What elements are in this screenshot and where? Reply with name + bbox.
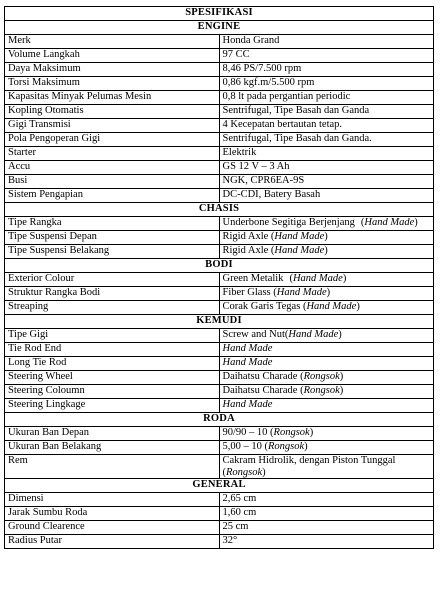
value-text: Daihatsu Charade: [222, 385, 298, 396]
spec-key: Tipe Suspensi Belakang: [5, 245, 220, 259]
spec-key: Ground Clearence: [5, 521, 220, 535]
value-text: Daihatsu Charade: [222, 371, 298, 382]
value-note: Hand Made: [292, 273, 343, 284]
spec-key: Steering Coloumn: [5, 385, 220, 399]
spec-value: 1,60 cm: [219, 507, 434, 521]
spec-key: Kapasitas Minyak Pelumas Mesin: [5, 91, 220, 105]
spec-value: Honda Grand: [219, 35, 434, 49]
spec-key: Ukuran Ban Depan: [5, 427, 220, 441]
spec-value: Sentrifugal, Tipe Basah dan Ganda.: [219, 133, 434, 147]
spec-value: 2,65 cm: [219, 493, 434, 507]
table-row: [5, 105, 434, 119]
spec-key: Struktur Rangka Bodi: [5, 287, 220, 301]
spec-value: 25 cm: [219, 521, 434, 535]
value-text: Screw and Nut: [222, 329, 285, 340]
value-text: Rigid Axle: [222, 231, 269, 242]
spec-key: Ukuran Ban Belakang: [5, 441, 220, 455]
table-row: [5, 441, 434, 455]
table-row: [5, 357, 434, 371]
spec-value: Daihatsu Charade (Rongsok): [219, 385, 434, 399]
value-note: Hand Made: [276, 287, 327, 298]
spec-key: Sistem Pengapian: [5, 189, 220, 203]
table-row: [5, 91, 434, 105]
spec-value: NGK, CPR6EA-9S: [219, 175, 434, 189]
table-row: [5, 175, 434, 189]
spec-value: GS 12 V – 3 Ah: [219, 161, 434, 175]
value-note: Rongsok: [268, 441, 305, 452]
table-row: [5, 343, 434, 357]
table-row: [5, 385, 434, 399]
spec-key: Torsi Maksimum: [5, 77, 220, 91]
spec-sheet: [4, 6, 434, 549]
spec-key: Gigi Transmisi: [5, 119, 220, 133]
spec-key: Daya Maksimum: [5, 63, 220, 77]
spec-value: 5,00 – 10 (Rongsok): [219, 441, 434, 455]
value-note: Rongsok: [303, 371, 340, 382]
spec-value: 0,8 lt pada pergantian periodic: [219, 91, 434, 105]
value-note: Hand Made: [222, 399, 273, 410]
spec-key: Accu: [5, 161, 220, 175]
spec-key: Pola Pengoperan Gigi: [5, 133, 220, 147]
section-header-chasis: [5, 203, 434, 217]
value-text: 5,00 – 10: [222, 441, 262, 452]
spec-value: 4 Kecepatan bertautan tetap.: [219, 119, 434, 133]
spec-key: Starter: [5, 147, 220, 161]
table-row: [5, 521, 434, 535]
spec-value: Cakram Hidrolik, dengan Piston Tunggal (Rongsok): [219, 455, 434, 479]
spec-value: Rigid Axle (Hand Made): [219, 231, 434, 245]
value-note: Hand Made: [274, 245, 325, 256]
table-row: [5, 119, 434, 133]
spec-key: Exterior Colour: [5, 273, 220, 287]
spec-value: Sentrifugal, Tipe Basah dan Ganda: [219, 105, 434, 119]
spec-key: Tipe Rangka: [5, 217, 220, 231]
spec-value: Screw and Nut(Hand Made): [219, 329, 434, 343]
spec-value: Corak Garis Tegas (Hand Made): [219, 301, 434, 315]
table-row: [5, 63, 434, 77]
spec-key: Tie Rod End: [5, 343, 220, 357]
spec-value: Rigid Axle (Hand Made): [219, 245, 434, 259]
value-text: Fiber Glass: [222, 287, 271, 298]
table-title-row: [5, 7, 434, 21]
spec-value: 32°: [219, 535, 434, 549]
value-text: Green Metalik: [222, 273, 284, 284]
value-text: Rigid Axle: [222, 245, 269, 256]
table-title: SPESIFIKASI: [5, 7, 434, 21]
spec-value: [219, 399, 434, 413]
table-row: [5, 301, 434, 315]
spec-key: Merk: [5, 35, 220, 49]
spec-key: Rem: [5, 455, 220, 479]
section-title: RODA: [5, 413, 434, 427]
spec-value: Fiber Glass (Hand Made): [219, 287, 434, 301]
section-header-roda: [5, 413, 434, 427]
spec-key: Busi: [5, 175, 220, 189]
table-row: [5, 161, 434, 175]
spec-key: Kopling Otomatis: [5, 105, 220, 119]
table-row: [5, 507, 434, 521]
spec-key: Tipe Gigi: [5, 329, 220, 343]
spec-value: [219, 343, 434, 357]
table-row: [5, 399, 434, 413]
section-header-engine: [5, 21, 434, 35]
spec-key: Steering Lingkage: [5, 399, 220, 413]
spec-value: 0,86 kgf.m/5.500 rpm: [219, 77, 434, 91]
spec-value: DC-CDI, Batery Basah: [219, 189, 434, 203]
spec-key: Streaping: [5, 301, 220, 315]
table-row: [5, 493, 434, 507]
table-row: [5, 287, 434, 301]
table-row: [5, 371, 434, 385]
section-title: ENGINE: [5, 21, 434, 35]
spec-key: Jarak Sumbu Roda: [5, 507, 220, 521]
spec-key: Long Tie Rod: [5, 357, 220, 371]
value-note: Rongsok: [273, 427, 310, 438]
table-row: [5, 189, 434, 203]
table-row: [5, 77, 434, 91]
spec-value: Daihatsu Charade (Rongsok): [219, 371, 434, 385]
section-title: GENERAL: [5, 479, 434, 493]
section-header-general: [5, 479, 434, 493]
spec-value: 97 CC: [219, 49, 434, 63]
section-header-bodi: [5, 259, 434, 273]
spec-key: Radius Putar: [5, 535, 220, 549]
value-text: 90/90 – 10: [222, 427, 268, 438]
spec-value: Elektrik: [219, 147, 434, 161]
section-header-kemudi: [5, 315, 434, 329]
table-row: [5, 329, 434, 343]
value-note: Rongsok: [226, 466, 263, 478]
value-note: Hand Made: [288, 329, 339, 340]
table-row: [5, 535, 434, 549]
value-text: Underbone Segitiga Berjenjang: [222, 217, 355, 228]
table-row: [5, 147, 434, 161]
value-text: Cakram Hidrolik, dengan Piston Tunggal: [222, 455, 396, 466]
value-note: Hand Made: [274, 231, 325, 242]
value-note: Hand Made: [222, 357, 273, 368]
spec-value: Underbone Segitiga Berjenjang (Hand Made): [219, 217, 434, 231]
table-row: [5, 49, 434, 63]
table-row: [5, 273, 434, 287]
table-row: [5, 427, 434, 441]
value-note: Hand Made: [306, 301, 357, 312]
spec-key: Dimensi: [5, 493, 220, 507]
value-text: Corak Garis Tegas: [222, 301, 301, 312]
section-title: KEMUDI: [5, 315, 434, 329]
spec-value: [219, 357, 434, 371]
spec-key: Volume Langkah: [5, 49, 220, 63]
spec-table: [4, 6, 434, 549]
value-note: Rongsok: [303, 385, 340, 396]
table-row: [5, 35, 434, 49]
spec-value: 90/90 – 10 (Rongsok): [219, 427, 434, 441]
spec-value: Green Metalik (Hand Made): [219, 273, 434, 287]
value-note: Hand Made: [364, 217, 415, 228]
table-row: [5, 455, 434, 479]
spec-key: Steering Wheel: [5, 371, 220, 385]
value-note: Hand Made: [222, 343, 273, 354]
spec-key: Tipe Suspensi Depan: [5, 231, 220, 245]
table-row: [5, 217, 434, 231]
table-row: [5, 231, 434, 245]
section-title: BODI: [5, 259, 434, 273]
section-title: CHASIS: [5, 203, 434, 217]
table-row: [5, 133, 434, 147]
spec-value: 8,46 PS/7.500 rpm: [219, 63, 434, 77]
table-row: [5, 245, 434, 259]
